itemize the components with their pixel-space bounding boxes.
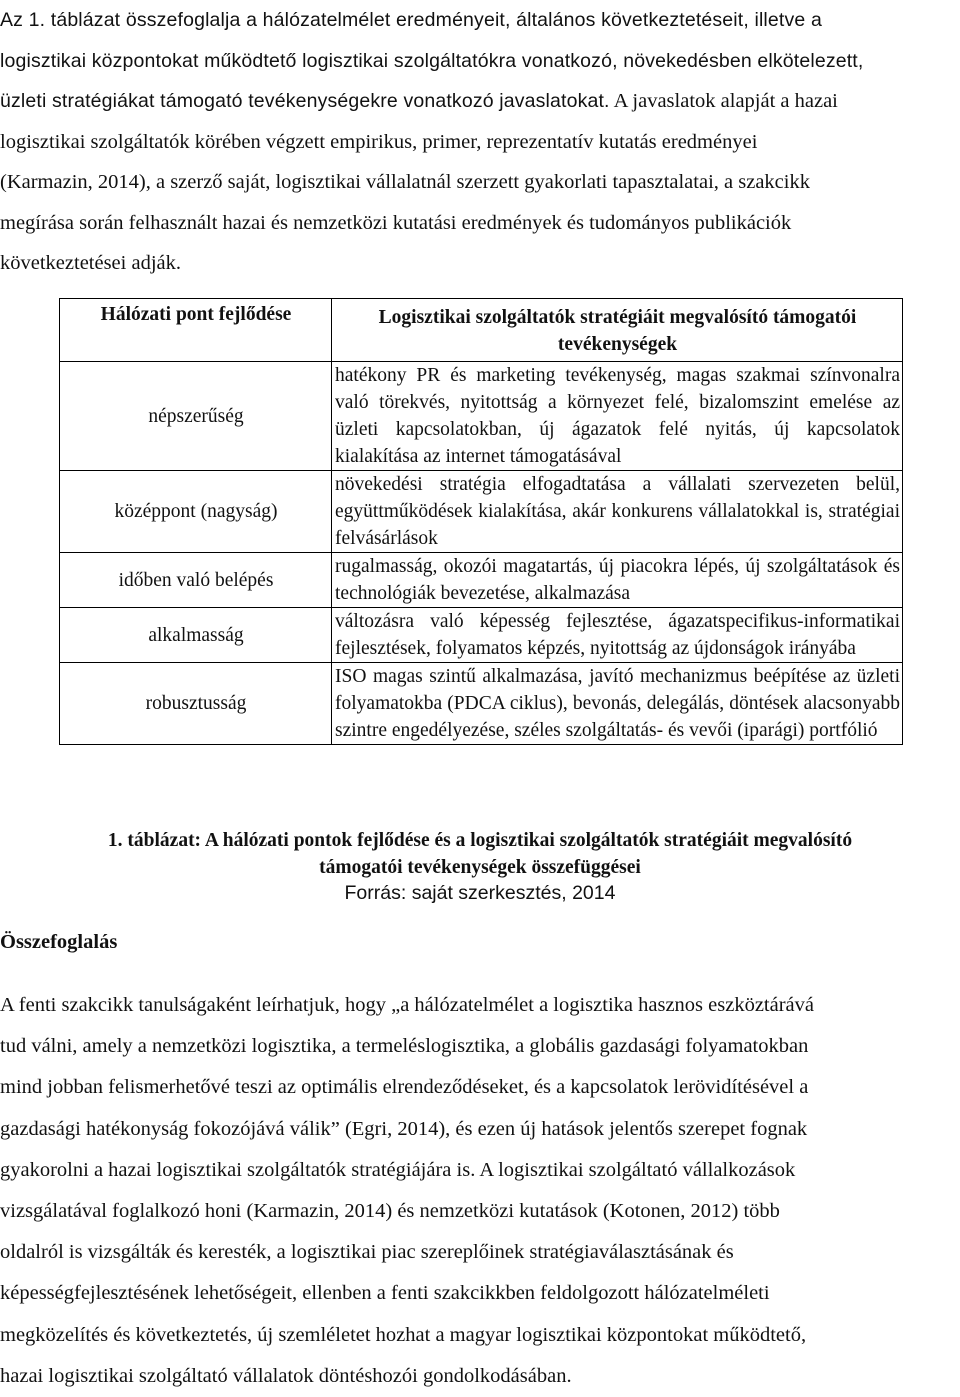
intro-line: logisztikai központokat működtető logisztikai szolgáltatókra vonatkozó, növekedésben elkötelezett, [0,49,864,72]
summary-line: hazai logisztikai szolgáltató vállalatok döntéshozói gondolkodásában. [0,1364,572,1387]
table-header-activities: Logisztikai szolgáltatók stratégiáit megvalósító támogatói tevékenységek [332,299,903,362]
table-cell-point: középpont (nagyság) [60,471,332,553]
table-header-point: Hálózati pont fejlődése [60,299,332,362]
table-row [60,362,903,471]
summary-line: megközelítés és következtetés, új szemléletet hozhat a magyar logisztikai központokat működtető, [0,1323,807,1346]
table-row [60,471,903,553]
table-caption-line: támogatói tevékenységek összefüggései [319,857,641,878]
summary-line: A fenti szakcikk tanulságaként leírhatjuk, hogy „a hálózatelmélet a logisztika hasznos eszköztárává [0,994,814,1016]
table-caption-line: 1. táblázat: A hálózati pontok fejlődése és a logisztikai szolgáltatók stratégiáit megvalósító [107,830,853,851]
table-cell-activities: hatékony PR és marketing tevékenység, magas szakmai színvonalra való törekvés, nyitottság a környezet felé, bizalomszint emelése az üzleti kapcsolatokban, új ágazatok felé nyitás, új kapcsolatok kialakítása az internet támogatásával [332,362,903,471]
intro-line: logisztikai szolgáltatók körében végzett empirikus, primer, reprezentatív kutatás eredményei [0,130,758,153]
network-table-wrapper [59,298,903,745]
table-cell-point: népszerűség [60,362,332,471]
table-cell-point: időben való belépés [60,553,332,608]
table-row [60,663,903,745]
section-heading: Összefoglalás [0,931,118,953]
intro-paragraph [0,0,960,284]
intro-line: Az 1. táblázat összefoglalja a hálózatelmélet eredményeit, általános következtetéseit, illetve a [0,9,822,31]
intro-line: (Karmazin, 2014), a szerző saját, logisztikai vállalatnál szerzett gyakorlati tapasztalatai, a szakcikk [0,171,810,193]
intro-line-mixed [0,81,960,122]
network-table [59,298,903,745]
table-header-row [60,299,903,362]
table-cell-activities: ISO magas szintű alkalmazása, javító mechanizmus beépítése az üzleti folyamatokba (PDCA ciklus), bevonás, delegálás, döntések alacsonyabb szintre engedélyezése, széles szolgáltatás- és vevői (iparági) portfólió [332,663,903,745]
table-source: Forrás: saját szerkesztés, 2014 [344,882,616,904]
summary-line: gazdasági hatékonyság fokozójává válik” (Egri, 2014), és ezen új hatások jelentős szerepet fognak [0,1117,808,1140]
summary-line: mind jobban felismerhetővé teszi az optimális elrendeződéseket, és a kapcsolatok lerövidítésével a [0,1076,809,1099]
summary-line: vizsgálatával foglalkozó honi (Karmazin, 2014) és nemzetközi kutatások (Kotonen, 2012) több [0,1200,780,1223]
intro-line: következtetései adják. [0,252,181,274]
table-row [60,553,903,608]
intro-line-part: A javaslatok alapját a hazai [609,90,838,112]
summary-line: oldalról is vizsgálták és keresték, a logisztikai piac szereplőinek stratégiaválasztásának és [0,1241,734,1264]
table-cell-activities: változásra való képesség fejlesztése, ágazatspecifikus-informatikai fejlesztések, folyamatos képzés, nyitottság az újdonságok irányába [332,608,903,663]
intro-line-part: üzleti stratégiákat támogató tevékenységekre vonatkozó javaslatokat. [0,90,610,112]
table-cell-point: robusztusság [60,663,332,745]
intro-line: megírása során felhasznált hazai és nemzetközi kutatási eredmények és tudományos publikációk [0,211,792,234]
summary-line: tud válni, amely a nemzetközi logisztika, a termeléslogisztika, a globális gazdasági folyamatokban [0,1035,809,1058]
table-row [60,608,903,663]
table-cell-activities: növekedési stratégia elfogadtatása a vállalati szervezeten belül, együttműködések kialakítása, akár konkurens vállalatokkal is, stratégiai felvásárlások [332,471,903,553]
summary-line: képességfejlesztésének lehetőségeit, ellenben a fenti szakcikkben feldolgozott hálózatelméleti [0,1282,770,1305]
table-cell-point: alkalmasság [60,608,332,663]
table-caption [0,827,960,881]
summary-line: gyakorolni a hazai logisztikai szolgáltatók stratégiájára is. A logisztikai szolgáltató vállalkozások [0,1158,796,1181]
table-cell-activities: rugalmasság, okozói magatartás, új piacokra lépés, új szolgáltatások és technológiák bevezetése, alkalmazása [332,553,903,608]
summary-paragraph [0,985,960,1397]
